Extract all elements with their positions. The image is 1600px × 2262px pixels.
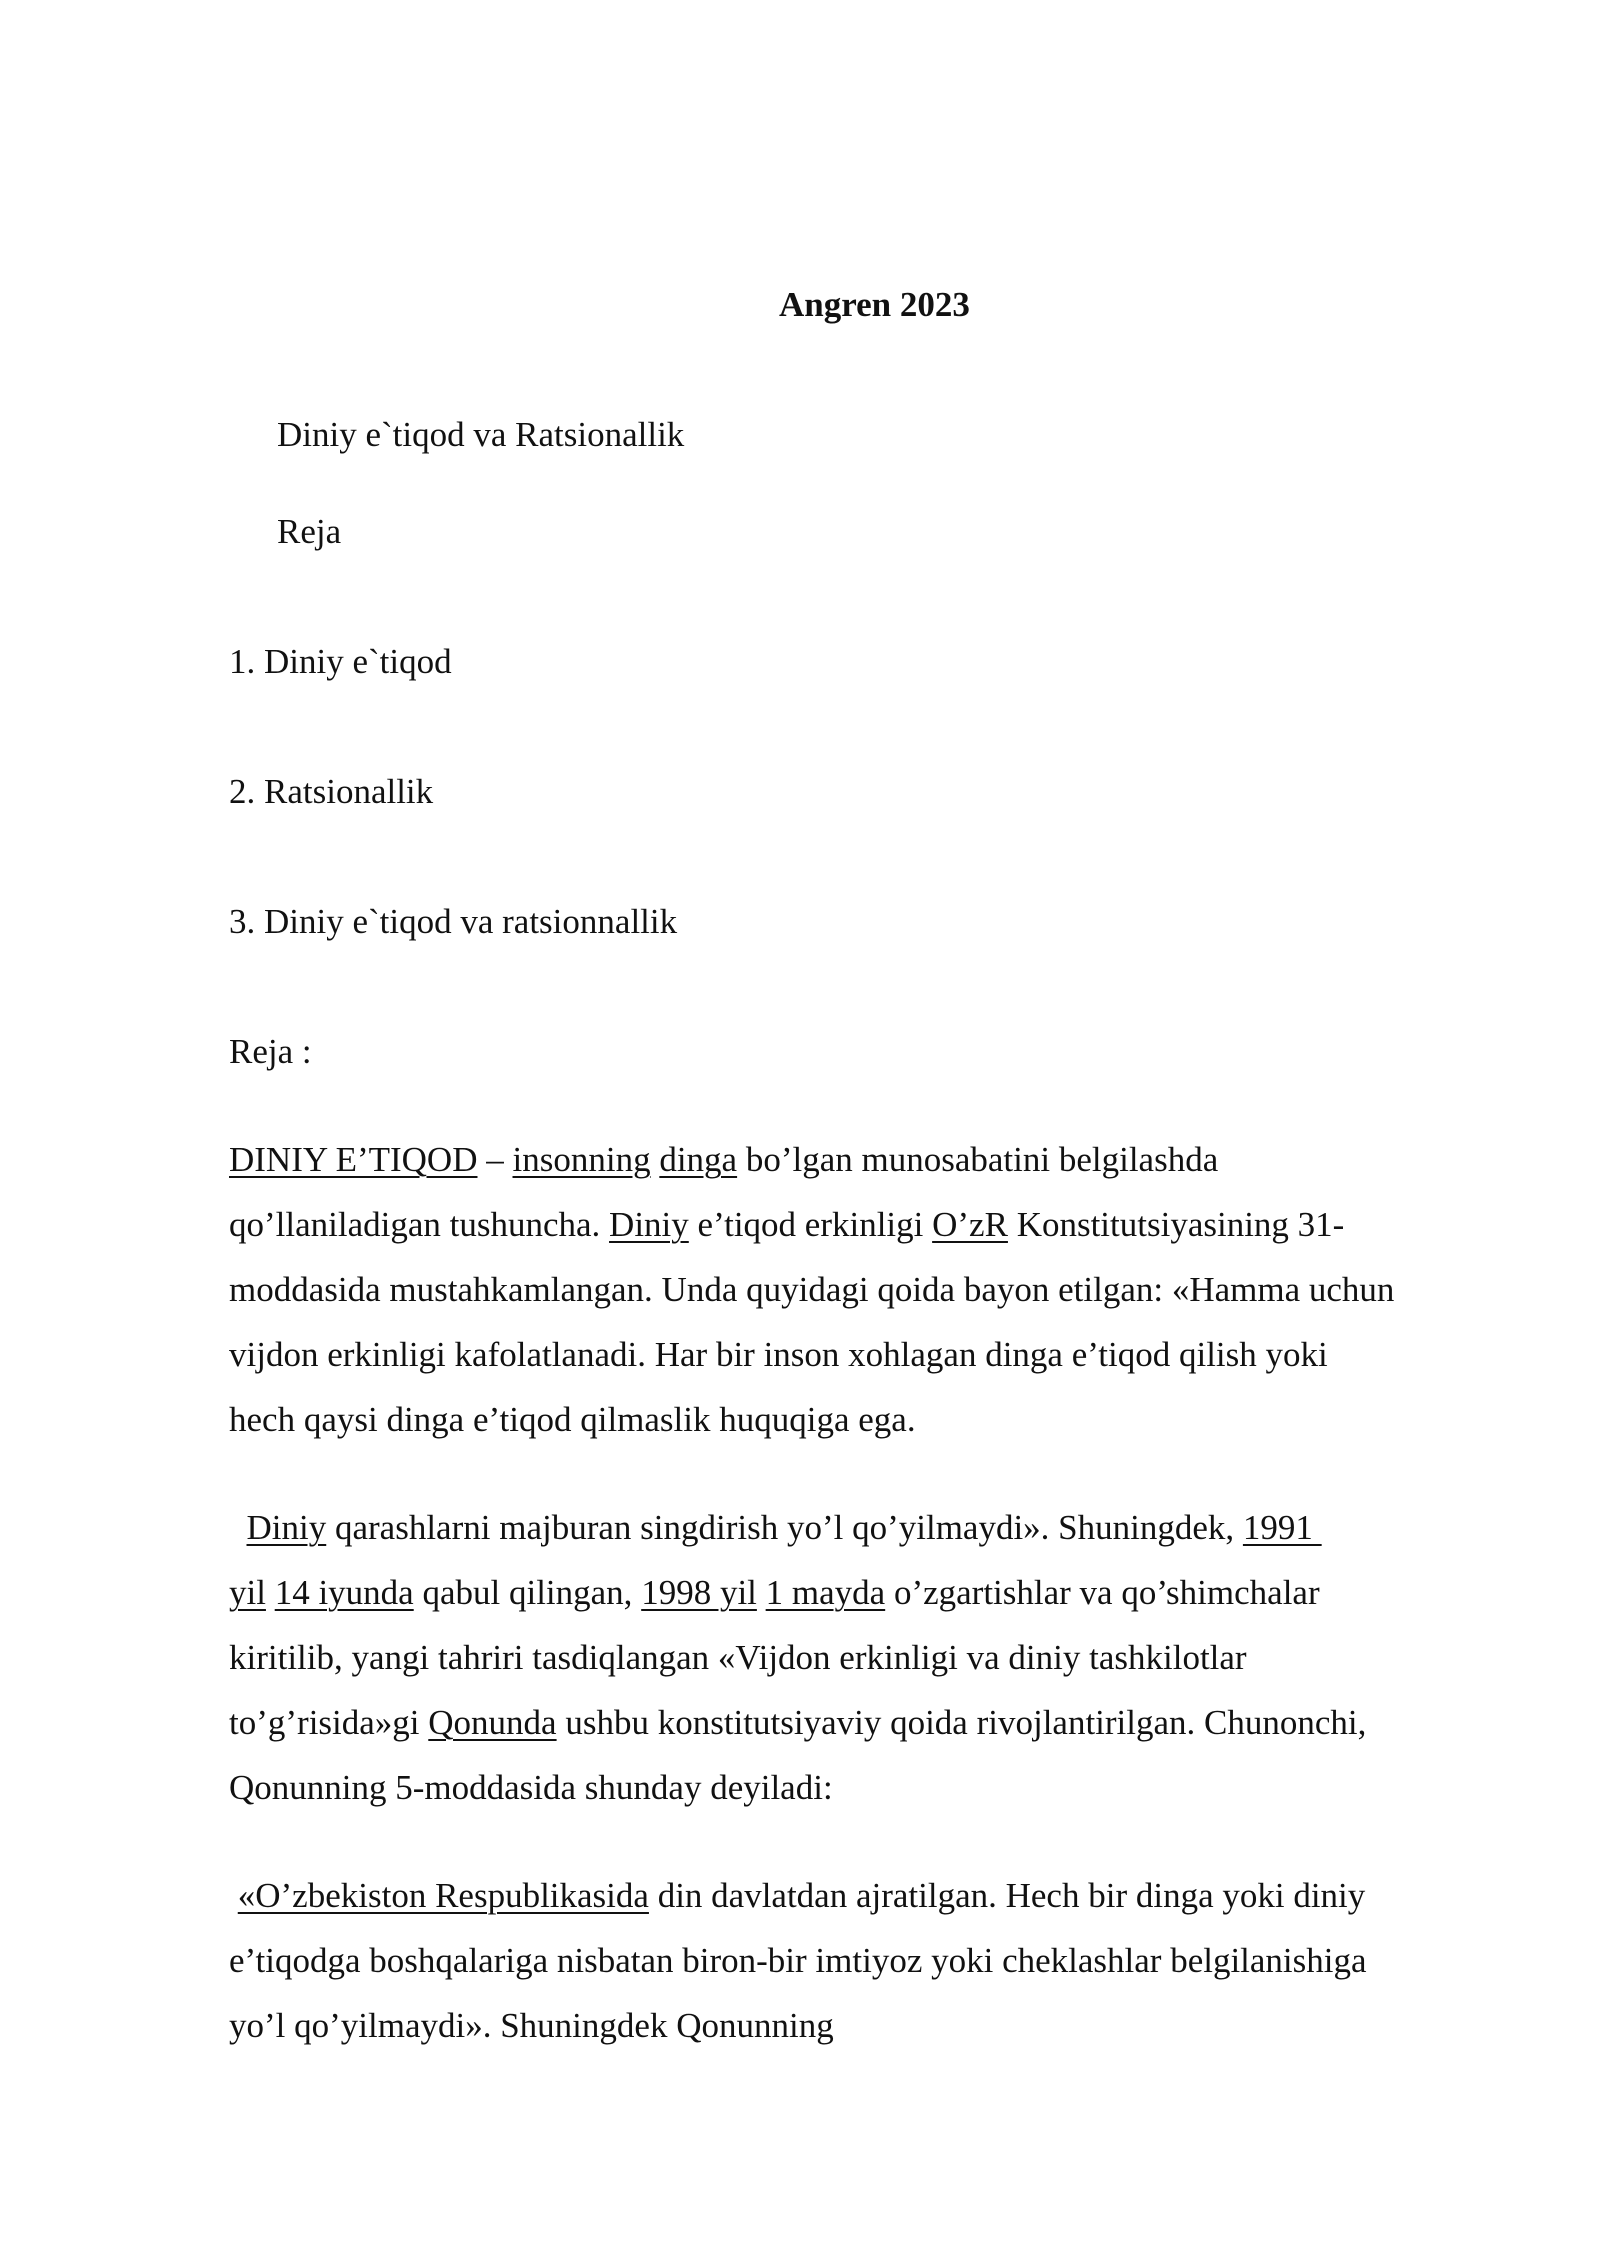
- link-insonning[interactable]: insonning: [512, 1140, 651, 1179]
- paragraph-line: Qonunning 5-moddasida shunday deyiladi:: [229, 1768, 833, 1807]
- link-diniy-2[interactable]: Diniy: [246, 1508, 327, 1547]
- plan-item-1: 1. Diniy e`tiqod: [229, 642, 452, 681]
- paragraph-line: kiritilib, yangi tahriri tasdiqlangan «Vijdon erkinligi va diniy tashkilotlar: [229, 1638, 1247, 1677]
- paragraph-line: vijdon erkinligi kafolatlanadi. Har bir inson xohlagan dinga e’tiqod qilish yoki: [229, 1335, 1328, 1374]
- plan-item-2: 2. Ratsionallik: [229, 772, 434, 811]
- paragraph-line: DINIY E’TIQOD – insonning dinga bo’lgan munosabatini belgilashda: [229, 1140, 1219, 1179]
- paragraph-line: Diniy qarashlarni majburan singdirish yo’l qo’yilmaydi». Shuningdek, 1991: [246, 1508, 1322, 1547]
- paragraph-respublika: [229, 1863, 1484, 2058]
- link-ozbekiston-respublikasida[interactable]: «O’zbekiston Respublikasida: [237, 1876, 649, 1915]
- topic-title: Diniy e`tiqod va Ratsionallik: [277, 415, 685, 454]
- link-dinga[interactable]: dinga: [659, 1140, 738, 1179]
- plan-label: Reja: [277, 512, 342, 551]
- place-year-heading: Angren 2023: [779, 285, 970, 324]
- link-diniy-etiqod[interactable]: DINIY E’TIQOD: [229, 1140, 478, 1179]
- paragraph-qonun: [229, 1495, 1484, 1820]
- link-ozr[interactable]: O’zR: [932, 1205, 1008, 1244]
- link-1998-yil[interactable]: 1998 yil: [641, 1573, 757, 1612]
- paragraph-line: qo’llaniladigan tushuncha. Diniy e’tiqod erkinligi O’zR Konstitutsiyasining 31-: [229, 1205, 1345, 1244]
- paragraph-line: yil 14 iyunda qabul qilingan, 1998 yil 1 mayda o’zgartishlar va qo’shimchalar: [229, 1573, 1320, 1612]
- plan-item-3: 3. Diniy e`tiqod va ratsionnallik: [229, 902, 678, 941]
- link-14-iyunda[interactable]: 14 iyunda: [274, 1573, 414, 1612]
- paragraph-line: moddasida mustahkamlangan. Unda quyidagi qoida bayon etilgan: «Hamma uchun: [229, 1270, 1395, 1309]
- link-qonunda[interactable]: Qonunda: [428, 1703, 557, 1742]
- link-yil[interactable]: yil: [229, 1573, 266, 1612]
- paragraph-line: e’tiqodga boshqalariga nisbatan biron-bir imtiyoz yoki cheklashlar belgilanishiga: [229, 1941, 1367, 1980]
- paragraph-line: yo’l qo’yilmaydi». Shuningdek Qonunning: [229, 2006, 834, 2045]
- paragraph-line: hech qaysi dinga e’tiqod qilmaslik huquqiga ega.: [229, 1400, 916, 1439]
- paragraph-diniy-etiqod: [229, 1127, 1484, 1452]
- link-1991[interactable]: 1991: [1242, 1508, 1322, 1547]
- plan-label-2: Reja :: [229, 1032, 312, 1071]
- paragraph-line: to’g’risida»gi Qonunda ushbu konstitutsiyaviy qoida rivojlantirilgan. Chunonchi,: [229, 1703, 1367, 1742]
- paragraph-line: «O’zbekiston Respublikasida din davlatdan ajratilgan. Hech bir dinga yoki diniy: [237, 1876, 1366, 1915]
- link-1-mayda[interactable]: 1 mayda: [765, 1573, 886, 1612]
- link-diniy[interactable]: Diniy: [609, 1205, 689, 1244]
